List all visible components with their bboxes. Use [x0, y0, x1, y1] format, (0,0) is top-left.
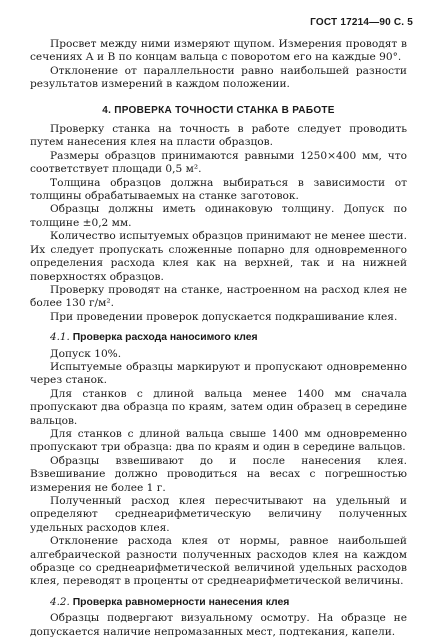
- subsection-4-1-paragraph-3: Для станков с длиной вальца менее 1400 мм сначала пропускают два образца по краям, затем один образец в середине вальцов.: [30, 387, 407, 427]
- subsection-4-1-paragraph-2: Испытуемые образцы маркируют и пропускают одновременно через станок.: [30, 360, 407, 387]
- section-4-paragraph-3: Толщина образцов должна выбираться в зависимости от толщины обрабатываемых на станке заготовок.: [30, 176, 407, 203]
- subsection-4-2-heading: [30, 596, 407, 609]
- intro-paragraph-2: Отклонение от параллельности равно наибольшей разности результатов измерений в каждом положении.: [30, 64, 407, 91]
- section-4-paragraph-6: Проверку проводят на станке, настроенном на расход клея не более 130 г/м².: [30, 283, 407, 310]
- subsection-4-1-paragraph-1: Допуск 10%.: [50, 347, 122, 360]
- subsection-4-2-paragraph-1: Образцы подвергают визуальному осмотру. На образце не допускается наличие непромазанных мест, подтекания, капели.: [30, 612, 407, 638]
- section-4-paragraph-5: Количество испытуемых образцов принимают не менее шести. Их следует пропускать сложенные попарно для одновременного определения расхода клея как на верхней, так и на нижней поверхностях образцов.: [30, 230, 407, 283]
- subsection-4-2-number: 4.2.: [50, 595, 70, 608]
- subsection-4-1-heading: [30, 331, 407, 344]
- intro-paragraph-1: Просвет между ними измеряют щупом. Измерения проводят в сечениях А и В по концам вальца с поворотом его на каждые 90°.: [30, 38, 407, 64]
- section-4-paragraph-7: При проведении проверок допускается подкрашивание клея.: [50, 310, 398, 323]
- subsection-4-1-paragraph-6: Полученный расход клея пересчитывают на удельный и определяют среднеарифметическую величину полученных удельных расходов клея.: [30, 495, 407, 534]
- subsection-4-1-paragraph-4: Для станков с длиной вальца свыше 1400 мм одновременно пропускают три образца: два по краям и один в середине вальцов.: [30, 427, 407, 454]
- subsection-4-1-number: 4.1.: [50, 331, 70, 344]
- section-4-paragraph-2: Размеры образцов принимаются равными 1250×400 мм, что соответствует площади 0,5 м².: [30, 149, 407, 176]
- subsection-4-1-paragraph-7: Отклонение расхода клея от нормы, равное наибольшей алгебраической разности полученных расходов клея на каждом образце со среднеарифметической величиной удельных расходов клея, переводят в проценты от среднеарифметической величины.: [30, 535, 407, 588]
- subsection-4-1-paragraph-5: Образцы взвешивают до и после нанесения клея. Взвешивание должно проводиться на весах с погрешностью измерения не более 1 г.: [30, 454, 407, 494]
- page-header: ГОСТ 17214—90 С. 5: [310, 17, 413, 28]
- section-4-heading: 4. ПРОВЕРКА ТОЧНОСТИ СТАНКА В РАБОТЕ: [102, 104, 335, 116]
- page-content: [30, 38, 407, 639]
- subsection-4-2-title: Проверка равномерности нанесения клея: [72, 596, 290, 608]
- subsection-4-1-title: Проверка расхода наносимого клея: [72, 332, 258, 344]
- section-4-paragraph-1: Проверку станка на точность в работе следует проводить путем нанесения клея на пласти образцов.: [30, 123, 407, 149]
- section-4-paragraph-4: Образцы должны иметь одинаковую толщину. Допуск по толщине ±0,2 мм.: [30, 203, 407, 229]
